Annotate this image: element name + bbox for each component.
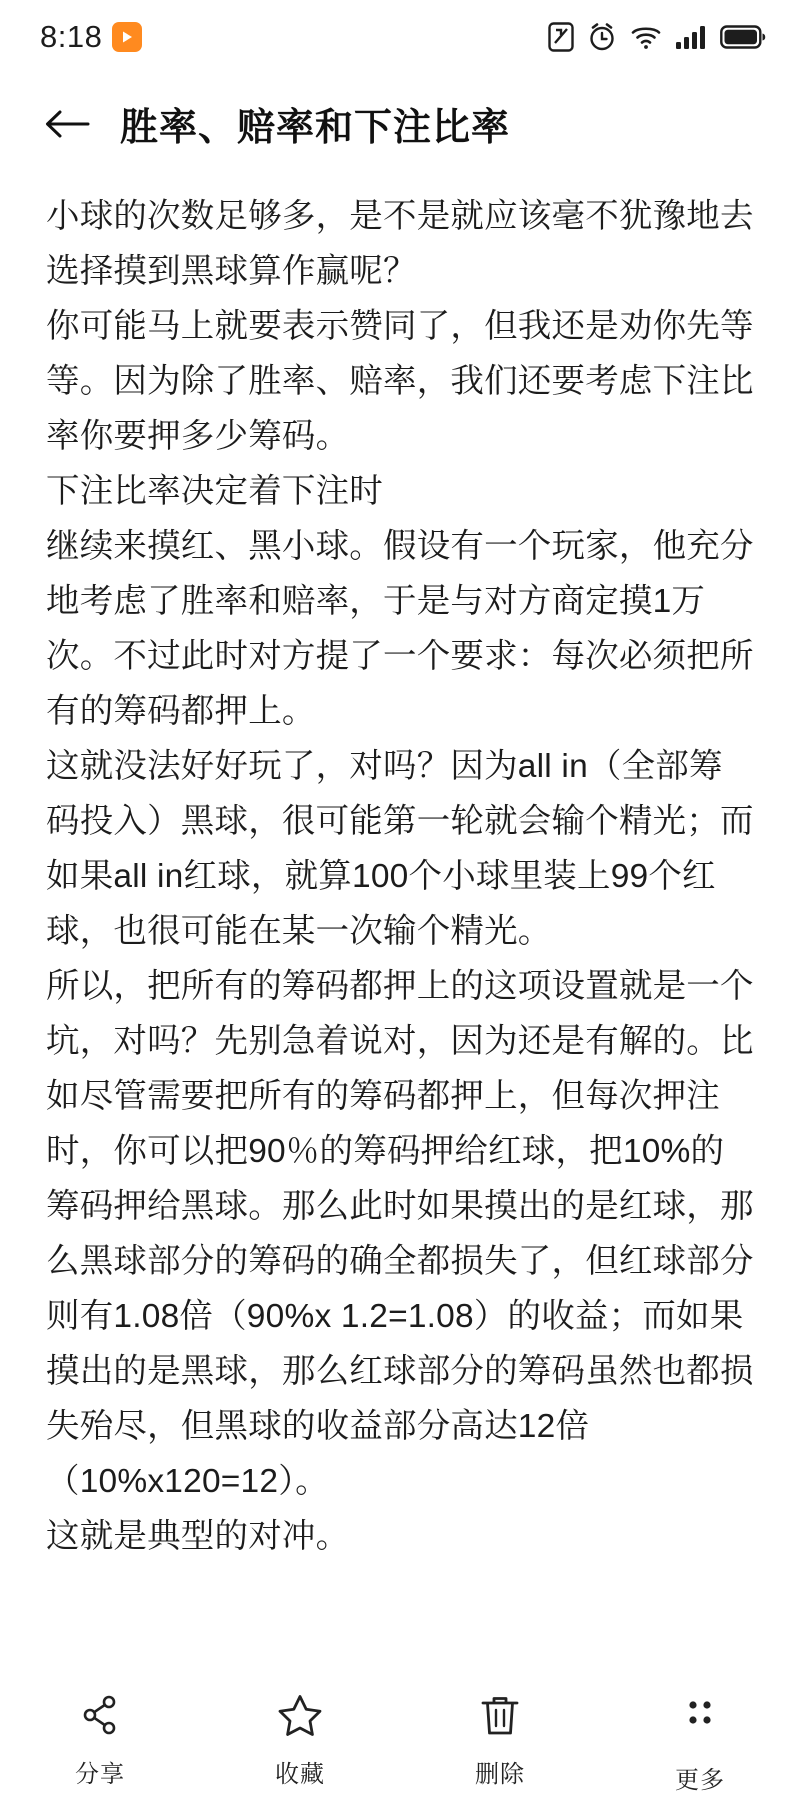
article-paragraph: 小球的次数足够多，是不是就应该毫不犹豫地去选择摸到黑球算作赢呢？ — [46, 198, 754, 290]
page-title: 胜率、赔率和下注比率 — [120, 107, 511, 149]
play-badge-icon — [112, 22, 142, 52]
status-bar-right — [548, 22, 766, 52]
share-label: 分享 — [75, 1761, 125, 1788]
back-arrow-icon[interactable] — [44, 107, 90, 141]
article-paragraph: 这就是典型的对冲。 — [46, 1518, 350, 1555]
favorite-label: 收藏 — [275, 1761, 325, 1788]
delete-label: 删除 — [475, 1761, 525, 1788]
wifi-icon — [630, 24, 662, 50]
more-button[interactable] — [600, 1690, 800, 1795]
nfc-icon — [548, 22, 574, 52]
article-paragraph: 你可能马上就要表示赞同了，但我还是劝你先等等。因为除了胜率、赔率，我们还要考虑下注比率你要押多少筹码。 — [46, 308, 754, 455]
delete-button[interactable] — [400, 1690, 600, 1789]
alarm-icon — [587, 22, 617, 52]
header — [0, 74, 800, 161]
article-paragraph: 所以，把所有的筹码都押上的这项设置就是一个坑，对吗？先别急着说对，因为还是有解的。比如尽管需要把所有的筹码都押上，但每次押注时，你可以把90％的筹码押给红球，把10%的筹码押给黑球。那么此时如果摸出的是红球，那么黑球部分的筹码的确全都损失了，但红球部分则有1.08倍（90%x 1.2=1.08）的收益；而如果摸出的是黑球，那么红球部分的筹码虽然也都损失殆尽，但黑球的收益部分高达12倍（10%x120=12）。 — [46, 968, 754, 1500]
share-icon — [78, 1690, 122, 1740]
status-bar-left — [40, 19, 142, 55]
status-time: 8:18 — [40, 19, 103, 54]
article-paragraph: 这就没法好好玩了，对吗？因为all in（全部筹码投入）黑球，很可能第一轮就会输个精光；而如果all in红球，就算100个小球里装上99个红球，也很可能在某一次输个精光。 — [46, 748, 754, 950]
bottom-toolbar — [0, 1668, 800, 1806]
article-paragraph: 继续来摸红、黑小球。假设有一个玩家，他充分地考虑了胜率和赔率，于是与对方商定摸1万次。不过此时对方提了一个要求：每次必须把所有的筹码都押上。 — [46, 528, 754, 730]
favorite-button[interactable] — [200, 1690, 400, 1789]
battery-icon — [720, 24, 766, 50]
more-dots-icon — [678, 1690, 722, 1740]
signal-icon — [675, 24, 707, 50]
share-button[interactable] — [0, 1690, 200, 1789]
star-icon — [277, 1690, 323, 1740]
article-paragraph: 下注比率决定着下注时 — [46, 473, 383, 510]
status-bar — [0, 0, 800, 74]
article-body — [0, 161, 800, 1564]
trash-icon — [479, 1690, 521, 1740]
more-label: 更多 — [675, 1767, 725, 1794]
